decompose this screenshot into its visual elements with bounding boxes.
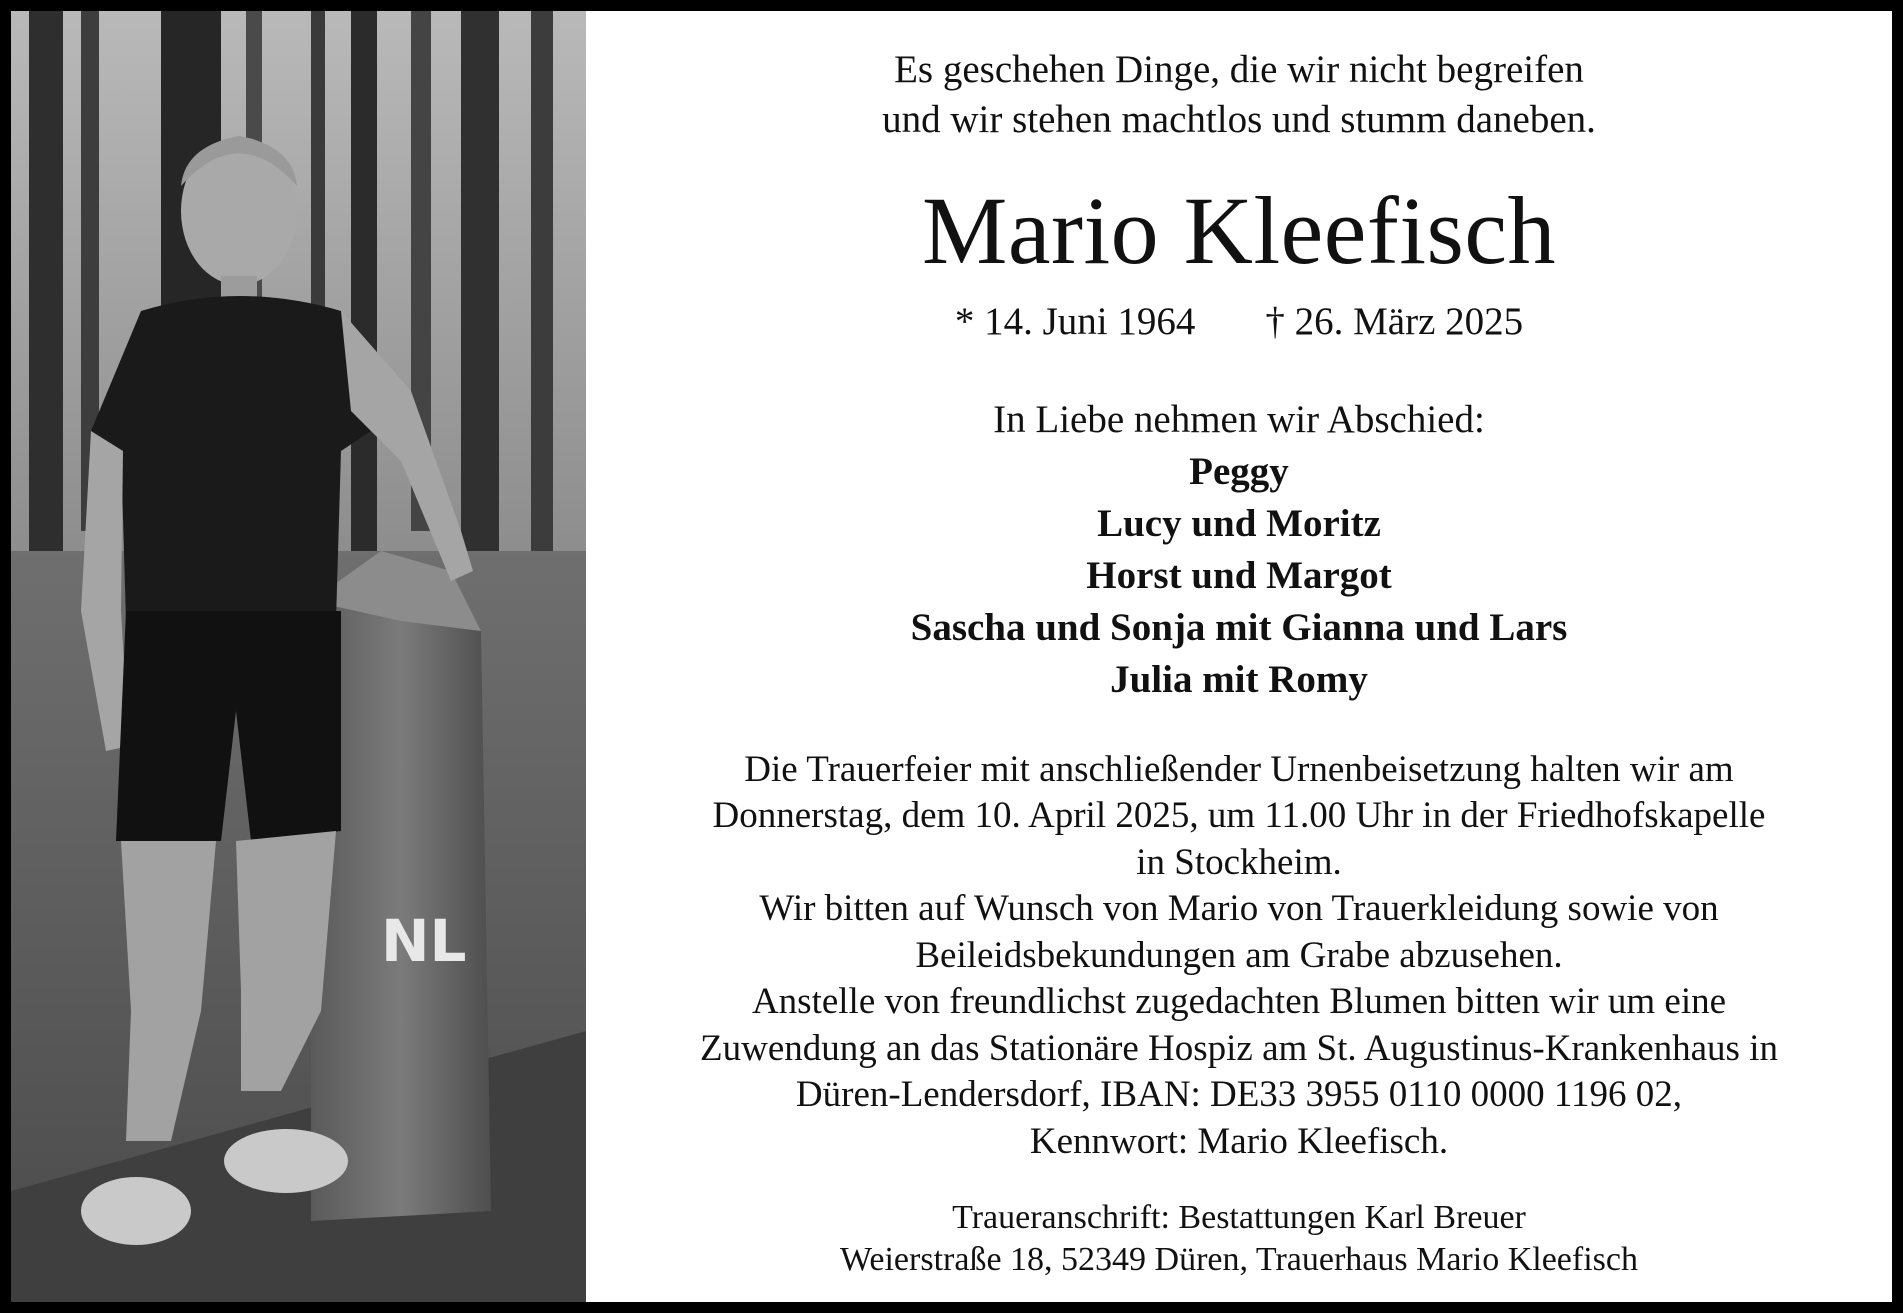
- portrait-photo: [11, 11, 586, 1302]
- birth-date: * 14. Juni 1964: [954, 300, 1196, 343]
- mourner-name: Peggy: [1189, 450, 1289, 493]
- deceased-name: Mario Kleefisch: [922, 177, 1556, 284]
- details-line: in Stockheim.: [1136, 842, 1342, 883]
- details-line: Beileidsbekundungen am Grabe abzusehen.: [915, 935, 1563, 976]
- details-line: Wir bitten auf Wunsch von Mario von Trauerkleidung sowie von: [759, 888, 1719, 929]
- quote-line: und wir stehen machtlos und stumm daneben.: [882, 98, 1596, 141]
- photo-illustration: [11, 11, 586, 1302]
- farewell-intro: In Liebe nehmen wir Abschied:: [993, 398, 1485, 441]
- funeral-address: Weierstraße 18, 52349 Düren, Trauerhaus Mario Kleefisch: [840, 1241, 1638, 1278]
- quote-line: Es geschehen Dinge, die wir nicht begreifen: [894, 48, 1584, 91]
- details-line: Zuwendung an das Stationäre Hospiz am St. Augustinus-Krankenhaus in: [700, 1028, 1778, 1069]
- mourner-name: Julia mit Romy: [1110, 658, 1368, 701]
- details-line: Anstelle von freundlichst zugedachten Blumen bitten wir um eine: [751, 981, 1727, 1022]
- details-line: Donnerstag, dem 10. April 2025, um 11.00 Uhr in der Friedhofskapelle: [712, 795, 1766, 836]
- life-dates: [586, 299, 1892, 345]
- details-line: Kennwort: Mario Kleefisch.: [1029, 1121, 1449, 1162]
- mourner-name: Horst und Margot: [1086, 554, 1392, 597]
- mourner-name: Sascha und Sonja mit Gianna und Lars: [910, 606, 1568, 649]
- death-date: † 26. März 2025: [1265, 300, 1524, 343]
- marker-text: NL: [381, 907, 467, 975]
- funeral-address: Traueranschrift: Bestattungen Karl Breuer: [952, 1199, 1526, 1236]
- notice-text: [586, 11, 1892, 1302]
- details-line: Düren-Lendersdorf, IBAN: DE33 3955 0110 0000 1196 02,: [795, 1074, 1683, 1115]
- details-line: Die Trauerfeier mit anschließender Urnenbeisetzung halten wir am: [744, 749, 1734, 790]
- mourner-name: Lucy und Moritz: [1097, 502, 1381, 545]
